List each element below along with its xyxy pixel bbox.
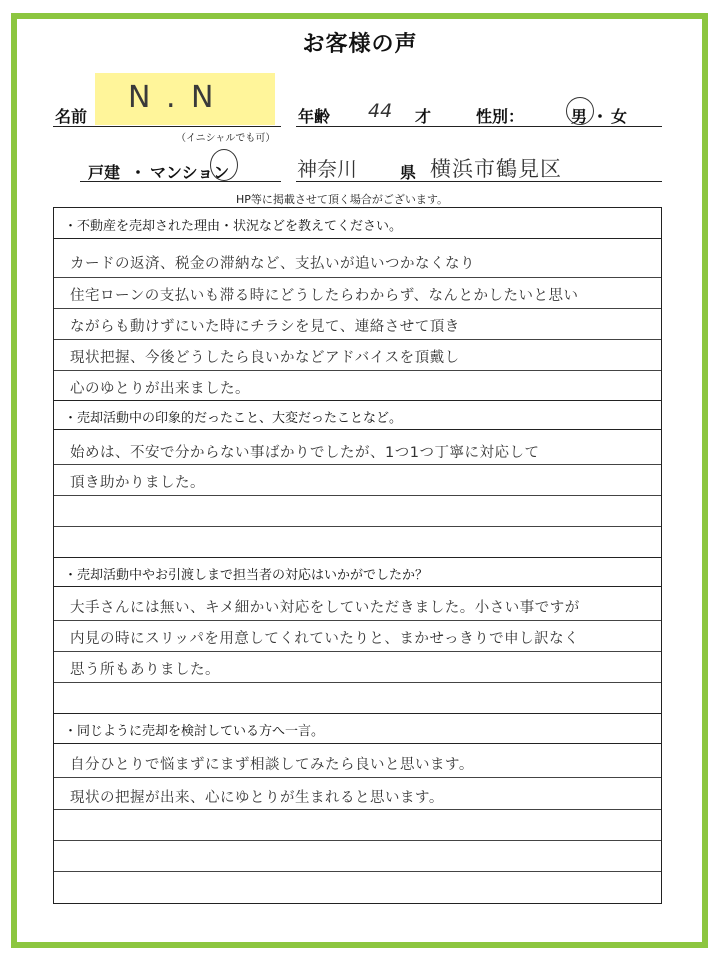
row-line (54, 840, 661, 841)
row-line (54, 238, 661, 239)
age-value: 44 (368, 100, 393, 122)
row-line (54, 526, 661, 527)
section-divider (54, 557, 661, 558)
row-line (54, 586, 661, 587)
answer-3-line-1: 大手さんには無い、キメ細かい対応をしていただきました。小さい事ですが (70, 600, 580, 616)
row-line (54, 464, 661, 465)
prefecture-value: 神奈川 (297, 157, 357, 181)
age-label: 年齢 (298, 107, 331, 126)
type-underline (80, 181, 281, 182)
answer-2-line-1: 始めは、不安で分からない事ばかりでしたが、1つ1つ丁寧に対応して (70, 445, 540, 461)
answer-1-line-1: カードの返済、税金の滞納など、支払いが追いつかなくなり (70, 256, 475, 272)
name-value: N . N (128, 80, 217, 115)
hp-note: HP等に掲載させて頂く場合がございます。 (236, 193, 449, 206)
answer-1-line-4: 現状把握、今後どうしたら良いかなどアドバイスを頂戴し (70, 350, 460, 366)
section-divider (54, 400, 661, 401)
answer-1-line-3: ながらも動けずにいた時にチラシを見て、連絡させて頂き (70, 319, 460, 335)
row-line (54, 651, 661, 652)
row-line (54, 370, 661, 371)
gender-label: 性別： (476, 107, 525, 126)
answer-4-line-2: 現状の把握が出来、心にゆとりが生まれると思います。 (70, 790, 444, 806)
house-option: 戸建 (88, 163, 121, 182)
row-line (54, 809, 661, 810)
question-2: ・売却活動中の印象的だったこと、大変だったことなど。 (64, 411, 403, 426)
answer-4-line-1: 自分ひとりで悩まずにまず相談してみたら良いと思います。 (70, 757, 474, 773)
answer-1-line-2: 住宅ローンの支払いも滞る時にどうしたらわからず、なんとかしたいと思い (70, 288, 579, 304)
house-sep: ・ (130, 163, 147, 182)
row-line (54, 682, 661, 683)
name-underline (53, 126, 281, 127)
answer-3-line-3: 思う所もありました。 (70, 662, 220, 678)
answer-1-line-5: 心のゆとりが出来ました。 (70, 381, 250, 397)
gender-male: 男 (571, 107, 588, 126)
questions-table (53, 207, 662, 904)
prefecture-label: 県 (400, 163, 417, 182)
gender-sep: ・ (592, 107, 609, 126)
row-line (54, 777, 661, 778)
page-title: お客様の声 (302, 32, 418, 57)
question-3: ・売却活動中やお引渡しまで担当者の対応はいかがでしたか？ (64, 568, 429, 583)
question-4: ・同じように売却を検討している方へ一言。 (64, 724, 325, 739)
row-line (54, 429, 661, 430)
name-label: 名前 (55, 107, 88, 126)
age-gender-underline (296, 126, 662, 127)
mansion-option: マンション (150, 163, 230, 182)
gender-female: 女 (611, 107, 628, 126)
section-divider (54, 713, 661, 714)
row-line (54, 339, 661, 340)
answer-2-line-2: 頂き助かりました。 (70, 475, 205, 491)
row-line (54, 308, 661, 309)
age-unit: 才 (415, 107, 432, 126)
question-1: ・不動産を売却された理由・状況などを教えてください。 (64, 219, 403, 234)
address-underline (296, 181, 662, 182)
city-value: 横浜市鶴見区 (430, 157, 562, 181)
mansion-circle (210, 149, 238, 181)
row-line (54, 743, 661, 744)
answer-3-line-2: 内見の時にスリッパを用意してくれていたりと、まかせっきりで申し訳なく (70, 631, 580, 647)
row-line (54, 871, 661, 872)
row-line (54, 620, 661, 621)
initial-note: （イニシャルでも可） (176, 133, 276, 144)
row-line (54, 495, 661, 496)
row-line (54, 277, 661, 278)
